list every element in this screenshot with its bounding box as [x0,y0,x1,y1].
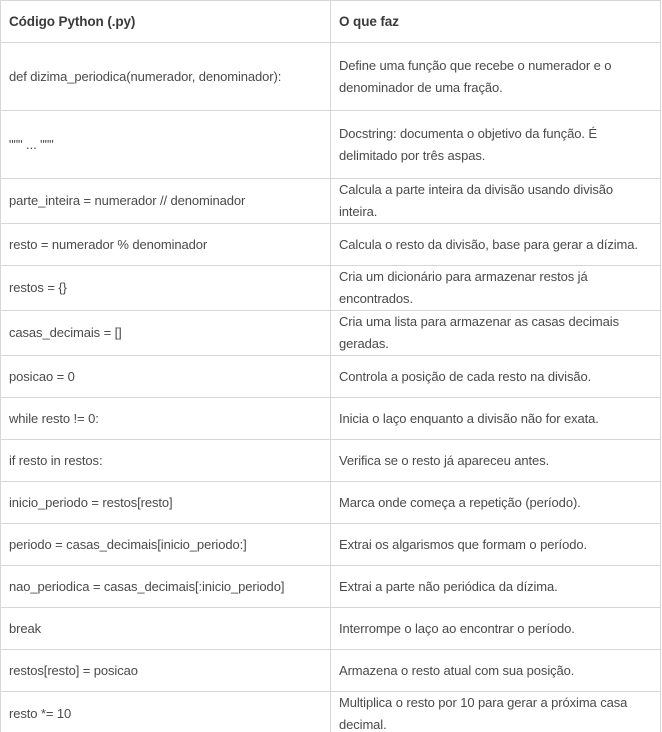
table-row [1,398,661,440]
code-cell: while resto != 0: [1,398,331,440]
header-what-it-does: O que faz [331,1,661,43]
table-row [1,266,661,311]
table-row [1,179,661,224]
code-cell: if resto in restos: [1,440,331,482]
code-cell: def dizima_periodica(numerador, denominador): [1,43,331,111]
code-cell: periodo = casas_decimais[inicio_periodo:] [1,524,331,566]
code-cell: parte_inteira = numerador // denominador [1,179,331,224]
description-cell: Controla a posição de cada resto na divisão. [331,356,661,398]
description-cell: Define uma função que recebe o numerador e o denominador de uma fração. [331,43,661,111]
table-row [1,524,661,566]
description-cell: Verifica se o resto já apareceu antes. [331,440,661,482]
code-cell: """ ... """ [1,111,331,179]
table-row [1,43,661,111]
table-row [1,692,661,732]
description-cell: Armazena o resto atual com sua posição. [331,650,661,692]
table-row [1,440,661,482]
code-cell: restos[resto] = posicao [1,650,331,692]
description-cell: Extrai os algarismos que formam o período. [331,524,661,566]
code-cell: restos = {} [1,266,331,311]
table-row [1,608,661,650]
description-cell: Marca onde começa a repetição (período). [331,482,661,524]
code-cell: posicao = 0 [1,356,331,398]
description-cell: Docstring: documenta o objetivo da função. É delimitado por três aspas. [331,111,661,179]
table-row [1,482,661,524]
description-cell: Cria um dicionário para armazenar restos já encontrados. [331,266,661,311]
table-header-row [1,1,661,43]
description-cell: Extrai a parte não periódica da dízima. [331,566,661,608]
description-cell: Calcula o resto da divisão, base para gerar a dízima. [331,224,661,266]
table-row [1,356,661,398]
table-row [1,650,661,692]
table-row [1,224,661,266]
description-cell: Multiplica o resto por 10 para gerar a próxima casa decimal. [331,692,661,732]
table-row [1,111,661,179]
code-cell: nao_periodica = casas_decimais[:inicio_periodo] [1,566,331,608]
code-cell: resto = numerador % denominador [1,224,331,266]
description-cell: Calcula a parte inteira da divisão usando divisão inteira. [331,179,661,224]
table-row [1,311,661,356]
code-cell: resto *= 10 [1,692,331,732]
code-cell: casas_decimais = [] [1,311,331,356]
code-cell: inicio_periodo = restos[resto] [1,482,331,524]
description-cell: Inicia o laço enquanto a divisão não for exata. [331,398,661,440]
table-row [1,566,661,608]
description-cell: Cria uma lista para armazenar as casas decimais geradas. [331,311,661,356]
description-cell: Interrompe o laço ao encontrar o período. [331,608,661,650]
code-cell: break [1,608,331,650]
header-python-code: Código Python (.py) [1,1,331,43]
